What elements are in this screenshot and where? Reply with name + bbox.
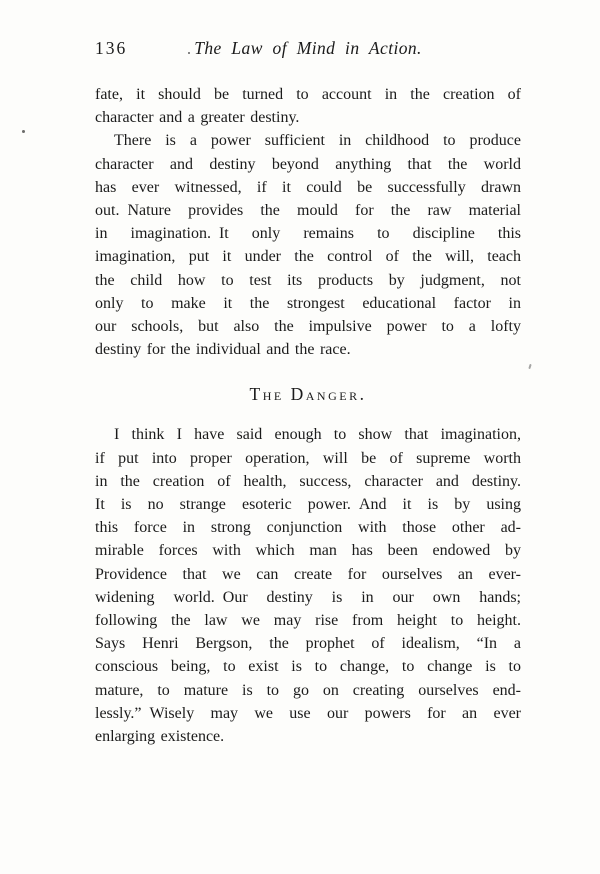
text-line: Says Henri Bergson, the prophet of idealism, “In a <box>95 635 521 653</box>
text-line: character and destiny beyond anything that the world <box>95 155 521 173</box>
text-line: fate, it should be turned to account in the creation of <box>95 86 521 103</box>
text-line: character and a greater destiny. <box>95 109 300 127</box>
text-line: imagination, put it under the control of the will, teach <box>95 248 521 266</box>
page-header <box>95 38 521 62</box>
scan-speck <box>22 130 25 133</box>
scan-speck <box>188 52 190 54</box>
text-line: There is a power sufficient in childhood to produce <box>114 132 521 150</box>
text-line: widening world. Our destiny is in our own hands; <box>95 588 521 606</box>
page-number: 136 <box>95 38 128 58</box>
section-heading: The Danger. <box>249 384 367 405</box>
text-line: only to make it the strongest educational factor in <box>95 294 521 312</box>
text-line: following the law we may rise from height to height. <box>95 612 521 630</box>
text-line: our schools, but also the impulsive power to a lofty <box>95 318 521 336</box>
scan-speck <box>528 364 531 369</box>
text-line: the child how to test its products by judgment, not <box>95 271 521 289</box>
text-line: enlarging existence. <box>95 728 225 746</box>
paragraph <box>95 129 521 361</box>
text-line: mature, to mature is to go on creating ourselves end- <box>95 681 521 699</box>
text-line: mirable forces with which man has been endowed by <box>95 542 521 560</box>
text-line: out. Nature provides the mould for the raw material <box>95 202 521 220</box>
text-line: It is no strange esoteric power. And it is by using <box>95 496 521 514</box>
text-line: lessly.” Wisely may we use our powers for an ever <box>95 704 521 722</box>
text-line: in the creation of health, success, character and destiny. <box>95 472 521 490</box>
text-line: I think I have said enough to show that imagination, <box>114 426 521 444</box>
paragraph <box>95 423 521 748</box>
text-line: in imagination. It only remains to discipline this <box>95 225 521 243</box>
text-line: has ever witnessed, if it could be successfully drawn <box>95 178 521 196</box>
text-line: destiny for the individual and the race. <box>95 341 351 359</box>
paragraph <box>95 83 521 129</box>
text-line: Providence that we can create for ourselves an ever- <box>95 565 521 583</box>
page-body <box>95 83 521 748</box>
running-title: The Law of Mind in Action. <box>194 38 422 58</box>
text-line: conscious being, to exist is to change, to change is to <box>95 658 521 676</box>
text-line: this force in strong conjunction with those other ad- <box>95 519 521 537</box>
text-line: if put into proper operation, will be of supreme worth <box>95 449 521 467</box>
